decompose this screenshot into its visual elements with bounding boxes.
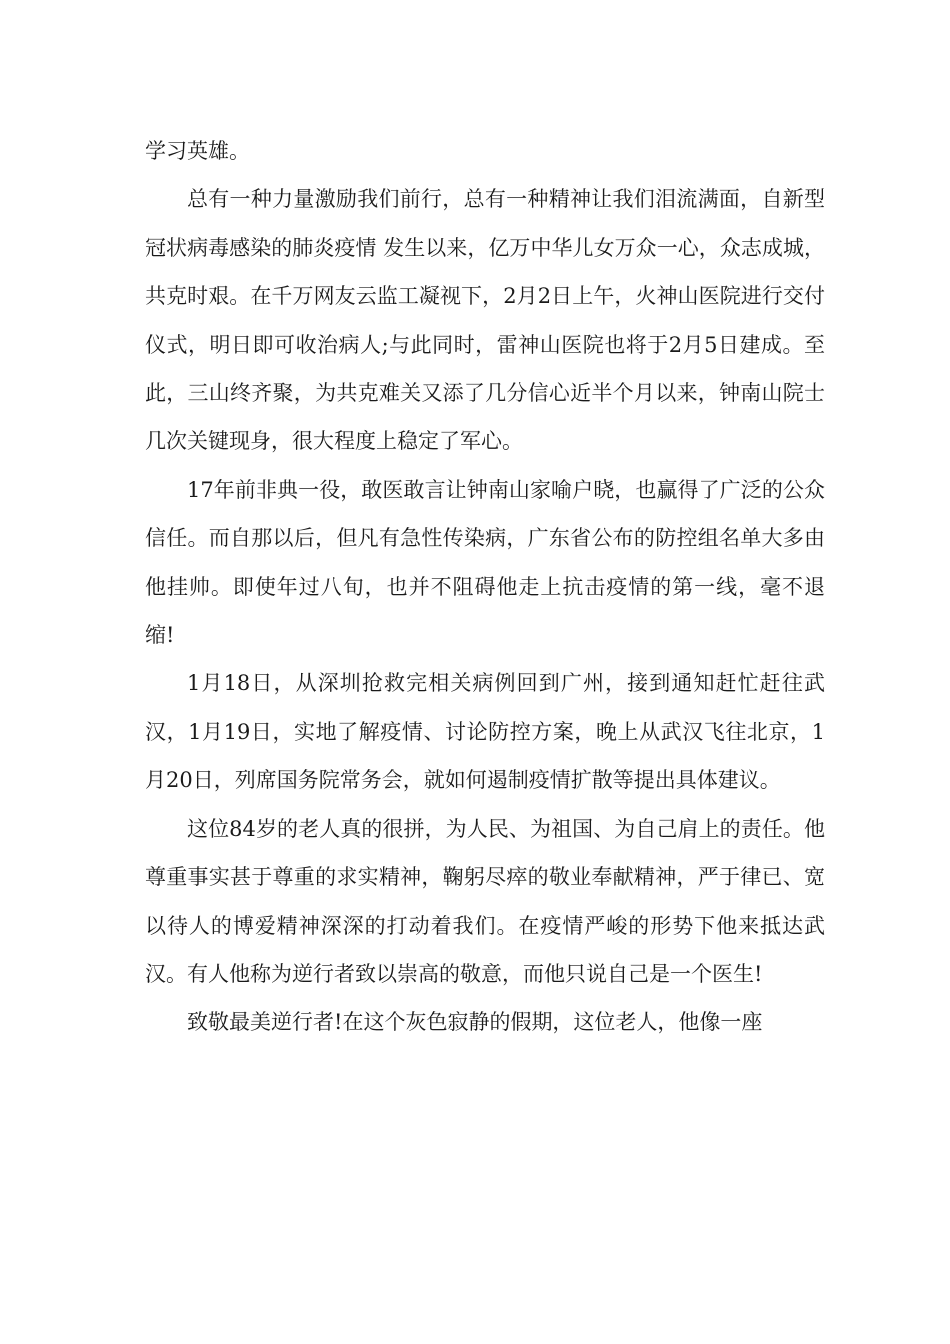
paragraph-4: 1月18日，从深圳抢救完相关病例回到广州，接到通知赶忙赶往武汉，1月19日，实地了解疫情、讨论防控方案，晚上从武汉飞往北京，1月20日，列席国务院常务会，就如何遏制疫情扩散等提出具体建议。 — [145, 671, 825, 793]
paragraph-1: 学习英雄。 — [145, 139, 250, 163]
paragraph-2: 总有一种力量激励我们前行，总有一种精神让我们泪流满面，自新型冠状病毒感染的肺炎疫情 发生以来，亿万中华儿女万众一心，众志成城，共克时艰。在千万网友云监工凝视下，2月2日上午，火神山医院进行交付仪式，明日即可收治病人;与此同时，雷神山医院也将于2月5日建成。至此，三山终齐聚，为共克难关又添了几分信心近半个月以来，钟南山院士几次关键现身，很大程度上稳定了军心。 — [145, 187, 825, 454]
body-text — [145, 127, 825, 1047]
paragraph-6: 致敬最美逆行者!在这个灰色寂静的假期，这位老人，他像一座 — [187, 1010, 763, 1035]
paragraph-3: 17年前非典一役，敢医敢言让钟南山家喻户晓，也赢得了广泛的公众信任。而自那以后，但凡有急性传染病，广东省公布的防控组名单大多由他挂帅。即使年过八旬，也并不阻碍他走上抗击疫情的第一线，毫不退缩! — [145, 477, 825, 648]
paragraph-5: 这位84岁的老人真的很拼，为人民、为祖国、为自己肩上的责任。他尊重事实甚于尊重的求实精神，鞠躬尽瘁的敬业奉献精神，严于律已、宽以待人的博爱精神深深的打动着我们。在疫情严峻的形势下他来抵达武汉。有人他称为逆行者致以崇高的敬意，而他只说自己是一个医生! — [145, 816, 825, 986]
